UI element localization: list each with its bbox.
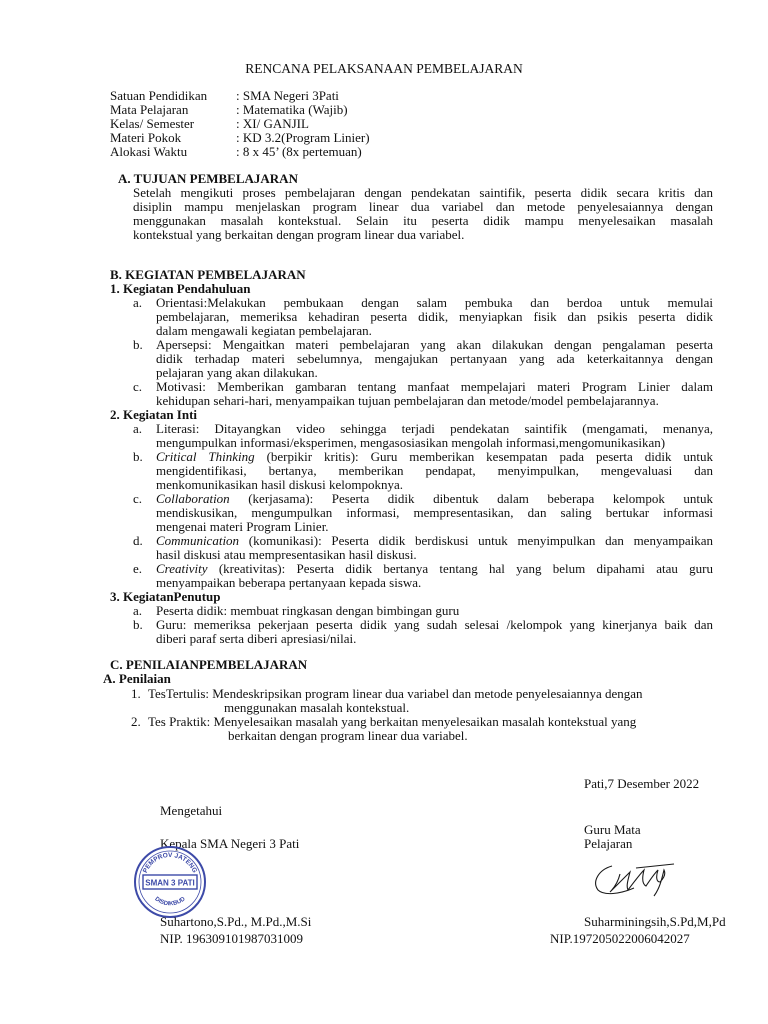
term: Communication <box>156 533 240 548</box>
list-item-line: hasil diskusi atau mempresentasikan hasil diskusi. <box>156 547 417 562</box>
principal-name: Suhartono,S.Pd., M.Pd.,M.Si <box>160 914 312 929</box>
info-value: : 8 x 45’ (8x pertemuan) <box>236 144 362 159</box>
list-item-line: Motivasi: Memberikan gambaran tentang manfaat mempelajari materi Program Linier dalam <box>156 379 713 394</box>
list-item-line: pelajaran yang akan dilakukan. <box>156 365 318 380</box>
term: Creativity <box>156 561 208 576</box>
item-marker: a. <box>133 603 143 618</box>
info-row <box>110 103 348 117</box>
info-value: : XI/ GANJIL <box>236 116 309 131</box>
item-marker: c. <box>133 491 143 506</box>
signature-icon <box>590 856 680 900</box>
item-marker: e. <box>133 561 143 576</box>
section-a-line: Setelah mengikuti proses pembelajaran dengan pendekatan saintifik, peserta didik secara kritis dan <box>133 185 713 200</box>
list-item-line: menyampaikan beberapa pertanyaan kepada siswa. <box>156 575 422 590</box>
section-c-heading: C. PENILAIANPEMBELAJARAN <box>110 657 308 672</box>
term-rest: (berpikir kritis): Guru memberikan kesempatan pada peserta didik untuk <box>254 449 714 464</box>
assessment-line: menggunakan masalah kontekstual. <box>224 700 410 715</box>
list-item-line <box>156 562 713 576</box>
right-role-line: Guru Mata <box>584 822 641 837</box>
list-item-line: mengidentifikasi, bertanya, memberikan pendapat, menyimpulkan, mengevaluasi dan <box>156 463 713 478</box>
list-item-line: didik terhadap materi sebelumnya, mengajukan pertanyaan yang ada keterkaitannya dengan <box>156 351 713 366</box>
list-item-line: Peserta didik: membuat ringkasan dengan bimbingan guru <box>156 603 460 618</box>
section-c-subheading: A. Penilaian <box>103 671 171 686</box>
term: Critical Thinking <box>156 449 255 464</box>
list-item-line: Apersepsi: Mengaitkan materi pembelajaran yang akan dilakukan dengan pengalaman peserta <box>156 337 713 352</box>
list-item-line: kehidupan sehari-hari, menyampaikan tujuan pembelajaran dan metode/model pembelajarannya. <box>156 393 659 408</box>
assessment-line: Tes Praktik: Menyelesaikan masalah yang berkaitan menyelesaikan masalah kontekstual yang <box>148 714 637 729</box>
info-label: Satuan Pendidikan <box>110 88 208 103</box>
document-title: RENCANA PELAKSANAAN PEMBELAJARAN <box>245 61 523 76</box>
right-role-line: Pelajaran <box>584 836 633 851</box>
list-item-line <box>156 450 713 464</box>
list-item-line <box>156 534 713 548</box>
subsection-heading: 1. Kegiatan Pendahuluan <box>110 281 251 296</box>
list-item-line: mengenai materi Program Linier. <box>156 519 329 534</box>
term-rest: (komunikasi): Peserta didik berdiskusi untuk menyimpulkan dan menyampaikan <box>239 533 713 548</box>
section-b-heading: B. KEGIATAN PEMBELAJARAN <box>110 267 306 282</box>
info-label: Alokasi Waktu <box>110 144 188 159</box>
list-item-line: Orientasi:Melakukan pembukaan dengan salam pembuka dan berdoa untuk memulai <box>156 295 713 310</box>
mengetahui-label: Mengetahui <box>160 803 223 818</box>
svg-text:PEMPROV JATENG <box>142 852 198 874</box>
info-label: Kelas/ Semester <box>110 116 195 131</box>
info-label: Materi Pokok <box>110 130 182 145</box>
item-marker: d. <box>133 533 143 548</box>
stamp-text: SMAN 3 PATI <box>145 878 195 888</box>
section-a-line: kontekstual yang berkaitan dengan program linear dua variabel. <box>133 227 465 242</box>
teacher-name: Suharminingsih,S.Pd,M,Pd <box>584 914 726 929</box>
info-row <box>110 117 309 131</box>
item-marker: a. <box>133 295 143 310</box>
list-item-line: dalam mengawali kegiatan pembelajaran. <box>156 323 372 338</box>
list-item-line: diberi paraf serta diberi apresiasi/nilai. <box>156 631 357 646</box>
term-rest: (kreativitas): Peserta didik bertanya tentang hal yang belum dipahami atau guru <box>207 561 713 576</box>
principal-nip: NIP. 196309101987031009 <box>160 931 304 946</box>
item-marker: b. <box>133 337 143 352</box>
subsection-heading: 3. KegiatanPenutup <box>110 589 221 604</box>
info-value: : SMA Negeri 3Pati <box>236 88 339 103</box>
info-label: Mata Pelajaran <box>110 102 189 117</box>
assessment-line: berkaitan dengan program linear dua variabel. <box>228 728 468 743</box>
left-role: Kepala SMA Negeri 3 Pati <box>160 836 300 851</box>
info-row <box>110 131 370 145</box>
item-marker: b. <box>133 449 143 464</box>
svg-text:DISDIKBUD <box>153 896 187 907</box>
item-marker: b. <box>133 617 143 632</box>
info-row <box>110 89 339 103</box>
teacher-nip: NIP.197205022006042027 <box>550 931 690 946</box>
place-date: Pati,7 Desember 2022 <box>584 776 700 791</box>
item-marker: a. <box>133 421 143 436</box>
list-item-line: mendiskusikan, mengumpulkan informasi, mempresentasikan, dan saling bertukar informasi <box>156 505 713 520</box>
section-a-heading: A. TUJUAN PEMBELAJARAN <box>118 171 298 186</box>
stamp-text: PEMPROV JATENG <box>141 851 199 875</box>
term: Collaboration <box>156 491 230 506</box>
list-item-line <box>156 492 713 506</box>
item-marker: 2. <box>131 714 141 729</box>
school-stamp-icon <box>133 845 207 919</box>
list-item-line: pembelajaran, memeriksa kehadiran peserta didik, menyiapkan fisik dan psikis peserta didik <box>156 309 713 324</box>
term-rest: (kerjasama): Peserta didik dibentuk dalam beberapa kelompok untuk <box>229 491 713 506</box>
info-row <box>110 145 362 159</box>
item-marker: 1. <box>131 686 141 701</box>
section-a-line: menggunakan masalah kontekstual. Selain itu peserta didik mampu menyelesaikan masalah <box>133 213 713 228</box>
section-a-line: disiplin mampu menjelaskan program linear dua variabel dan metode penyelesaiannya dengan <box>133 199 713 214</box>
list-item-line: menkomunikasikan hasil diskusi kelompoknya. <box>156 477 403 492</box>
list-item-line: mengumpulkan informasi/eksperimen, mengasosiasikan mengolah informasi,mengomunikasikan) <box>156 435 666 450</box>
subsection-heading: 2. Kegiatan Inti <box>110 407 198 422</box>
item-marker: c. <box>133 379 143 394</box>
list-item-line: Guru: memeriksa pekerjaan peserta didik yang sudah selesai /kelompok yang kinerjanya baik dan <box>156 617 713 632</box>
info-value: : Matematika (Wajib) <box>236 102 348 117</box>
list-item-line: Literasi: Ditayangkan video sehingga terjadi pendekatan saintifik (mengamati, menanya, <box>156 421 713 436</box>
assessment-line: TesTertulis: Mendeskripsikan program linear dua variabel dan metode penyelesaiannya dengan <box>148 686 643 701</box>
info-value: : KD 3.2(Program Linier) <box>236 130 370 145</box>
stamp-text: DISDIKBUD <box>153 896 187 908</box>
